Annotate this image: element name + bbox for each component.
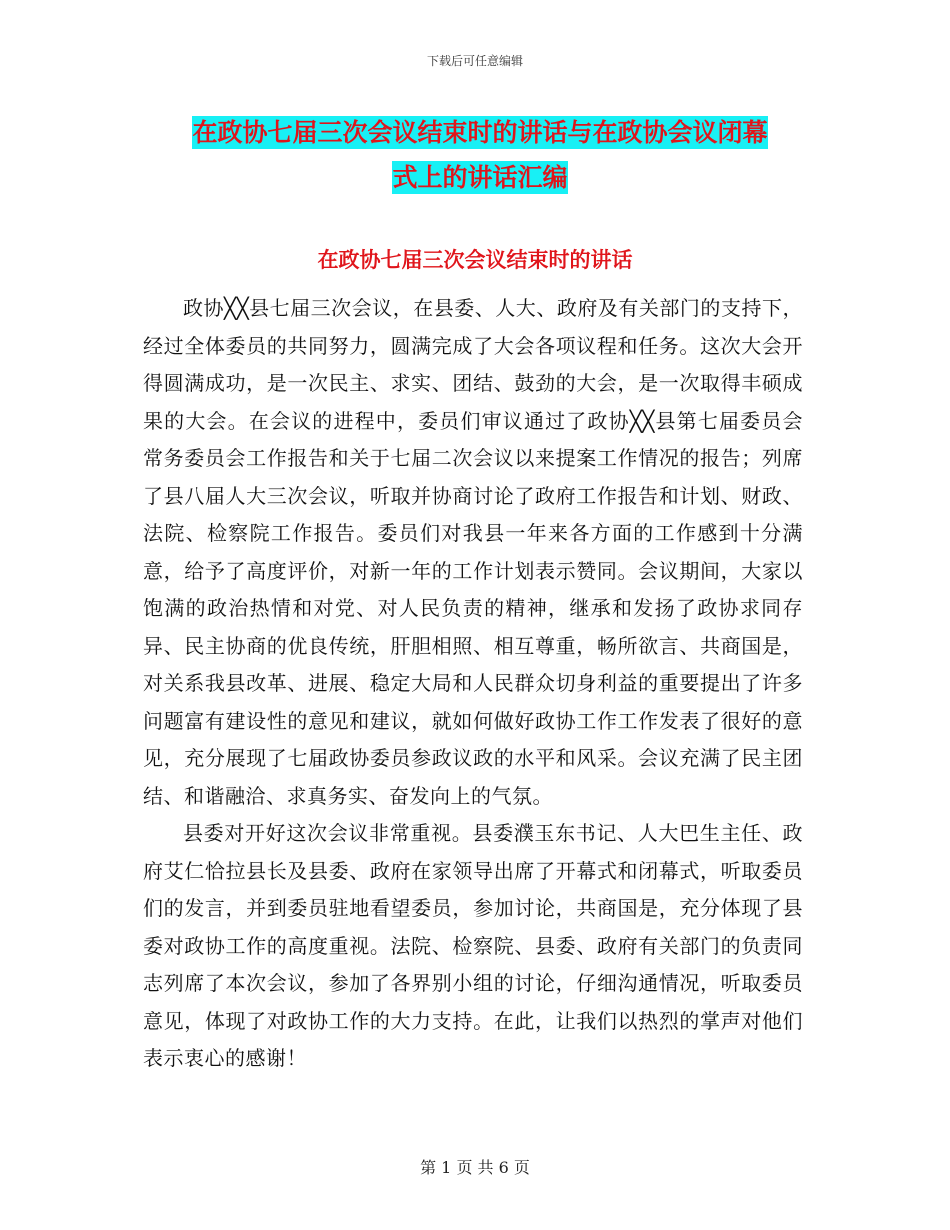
document-title-line2: 式上的讲话汇编 [392, 163, 568, 192]
paragraph: 县委对开好这次会议非常重视。县委濮玉东书记、人大巴生主任、政府艾仁恰拉县长及县委、政府在家领导出席了开幕式和闭幕式，听取委员们的发言，并到委员驻地看望委员，参加讨论，共商国是，充分体现了县委对政协工作的高度重视。法院、检察院、县委、政府有关部门的负责同志列席了本次会议，参加了各界别小组的讨论，仔细沟通情况，听取委员意见，体现了对政协工作的大力支持。在此，让我们以热烈的掌声对他们表示衷心的感谢！ [143, 821, 803, 1070]
section-title: 在政协七届三次会议结束时的讲话 [317, 248, 633, 272]
paragraph: 政协╳╳县七届三次会议，在县委、人大、政府及有关部门的支持下，经过全体委员的共同努力，圆满完成了大会各项议程和任务。这次大会开得圆满成功，是一次民主、求实、团结、鼓劲的大会，是一次取得丰硕成果的大会。在会议的进程中，委员们审议通过了政协╳╳县第七届委员会常务委员会工作报告和关于七届二次会议以来提案工作情况的报告；列席了县八届人大三次会议，听取并协商讨论了政府工作报告和计划、财政、法院、检察院工作报告。委员们对我县一年来各方面的工作感到十分满意，给予了高度评价，对新一年的工作计划表示赞同。会议期间，大家以饱满的政治热情和对党、对人民负责的精神，继承和发扬了政协求同存异、民主协商的优良传统，肝胆相照、相互尊重，畅所欲言、共商国是，对关系我县改革、进展、稳定大局和人民群众切身利益的重要提出了许多问题富有建设性的意见和建议，就如何做好政协工作工作发表了很好的意见，充分展现了七届政协委员参政议政的水平和风采。会议充满了民主团结、和谐融洽、求真务实、奋发向上的气氛。 [143, 296, 803, 808]
document-title-line1: 在政协七届三次会议结束时的讲话与在政协会议闭幕 [192, 118, 768, 147]
page-number: 第 1 页 共 6 页 [420, 1158, 530, 1177]
document-title [140, 110, 820, 200]
document-body [143, 290, 803, 1078]
page-header-note: 下载后可任意编辑 [426, 54, 523, 68]
